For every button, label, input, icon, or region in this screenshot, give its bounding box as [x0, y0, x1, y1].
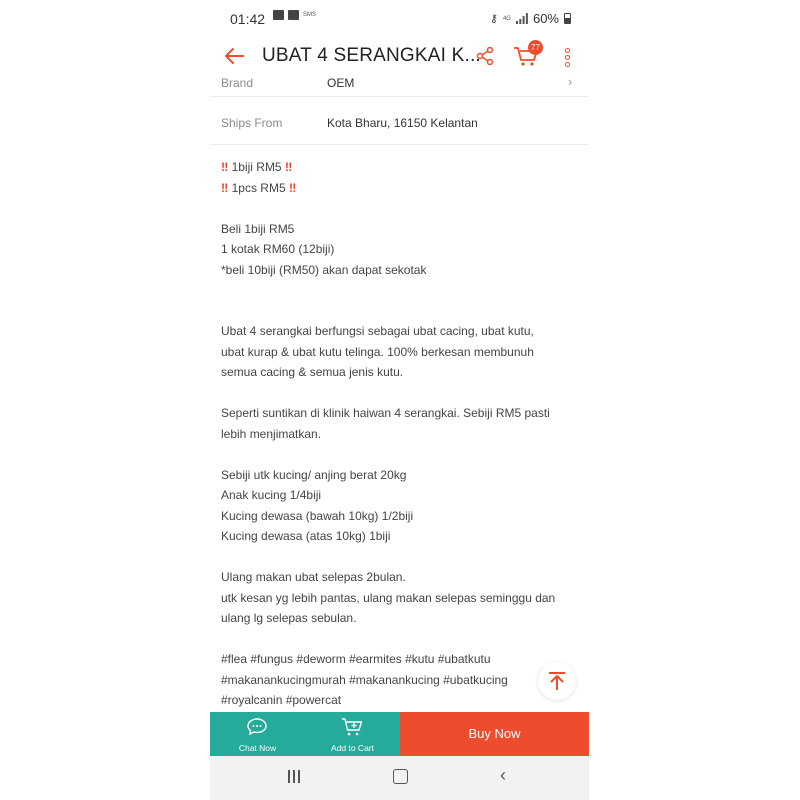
sms-label: SMS — [303, 12, 317, 18]
notification-icons — [273, 10, 316, 20]
description-line: Seperti suntikan di klinik haiwan 4 serangkai. Sebiji RM5 pasti — [221, 406, 550, 420]
add-cart-icon — [341, 717, 363, 737]
description-line: ulang lg selepas sebulan. — [221, 611, 357, 625]
key-icon: ⚷ — [489, 13, 498, 25]
dosage-line: Sebiji utk kucing/ anjing berat 20kg — [221, 467, 407, 482]
attribute-label: Brand — [221, 76, 254, 90]
status-right — [490, 11, 571, 26]
more-options-icon[interactable] — [562, 46, 572, 68]
description-line: semua cacing & semua jenis kutu. — [221, 365, 404, 379]
dosage-line: Kucing dewasa (atas 10kg) 1biji — [221, 529, 391, 543]
hashtag-line: #makanankucingmurah #makanankucing #ubatkucing — [221, 672, 508, 687]
attribute-label: Ships From — [221, 116, 283, 130]
gallery-icon — [273, 10, 284, 20]
product-description — [221, 157, 581, 711]
page-title: UBAT 4 SERANGKAI K... — [262, 45, 481, 66]
offer-line: *beli 10biji (RM50) akan dapat sekotak — [221, 262, 427, 277]
battery-percent: 60% — [532, 11, 559, 26]
app-header — [210, 38, 589, 78]
double-exclamation-icon: ‼ — [221, 180, 229, 195]
add-to-cart-button[interactable] — [305, 712, 400, 756]
price-line: ‼ 1pcs RM5 ‼ — [221, 180, 297, 195]
attribute-row-brand[interactable] — [210, 74, 589, 94]
description-line: lebih menjimatkan. — [221, 426, 322, 441]
attribute-value: Kota Bharu, 16150 Kelantan — [327, 116, 478, 130]
attribute-value: OEM — [327, 76, 355, 90]
signal-icon — [516, 13, 528, 24]
buy-now-button[interactable]: Buy Now — [400, 712, 589, 756]
chevron-right-icon: › — [568, 74, 573, 89]
recent-apps-icon[interactable] — [288, 770, 300, 783]
scroll-to-top-button[interactable] — [538, 662, 576, 700]
divider — [210, 144, 589, 145]
nav-back-icon[interactable]: ‹ — [500, 765, 506, 785]
attribute-row-ships-from — [210, 116, 589, 136]
home-icon[interactable] — [393, 769, 408, 784]
status-time: 01:42 — [230, 11, 266, 27]
share-icon[interactable] — [475, 46, 495, 66]
double-exclamation-icon: ‼ — [221, 160, 229, 174]
network-label: 4G — [502, 15, 511, 22]
cart-count-badge: 77 — [528, 40, 543, 55]
price-line: ‼ 1biji RM5 ‼ — [221, 160, 293, 174]
double-exclamation-icon: ‼ — [284, 160, 293, 174]
description-line: utk kesan yg lebih pantas, ulang makan selepas seminggu dan — [221, 590, 556, 605]
phone-screen — [210, 0, 589, 800]
hashtag-line: #royalcanin #powercat — [221, 693, 342, 707]
hashtag-line: #flea #fungus #deworm #earmites #kutu #ubatkutu — [221, 652, 491, 666]
divider — [210, 96, 589, 97]
chat-now-button[interactable] — [210, 712, 305, 756]
chat-icon — [246, 717, 268, 737]
back-arrow-icon[interactable] — [222, 44, 246, 68]
battery-icon — [564, 13, 571, 24]
add-to-cart-label: Add to Cart — [331, 743, 374, 753]
description-line: Ubat 4 serangkai berfungsi sebagai ubat cacing, ubat kutu, — [221, 324, 534, 338]
dosage-line: Anak kucing 1/4biji — [221, 488, 322, 502]
offer-line: 1 kotak RM60 (12biji) — [221, 242, 335, 256]
description-line: ubat kurap & ubat kutu telinga. 100% berkesan membunuh — [221, 344, 534, 359]
bottom-action-bar — [210, 712, 589, 756]
status-bar — [210, 0, 589, 38]
arrow-up-icon — [547, 671, 567, 691]
chat-now-label: Chat Now — [238, 743, 277, 753]
dosage-line: Kucing dewasa (bawah 10kg) 1/2biji — [221, 508, 414, 523]
shop-icon — [288, 10, 299, 20]
double-exclamation-icon: ‼ — [288, 180, 297, 195]
system-nav-bar — [210, 756, 589, 800]
description-line: Ulang makan ubat selepas 2bulan. — [221, 570, 406, 584]
offer-line: Beli 1biji RM5 — [221, 221, 295, 236]
